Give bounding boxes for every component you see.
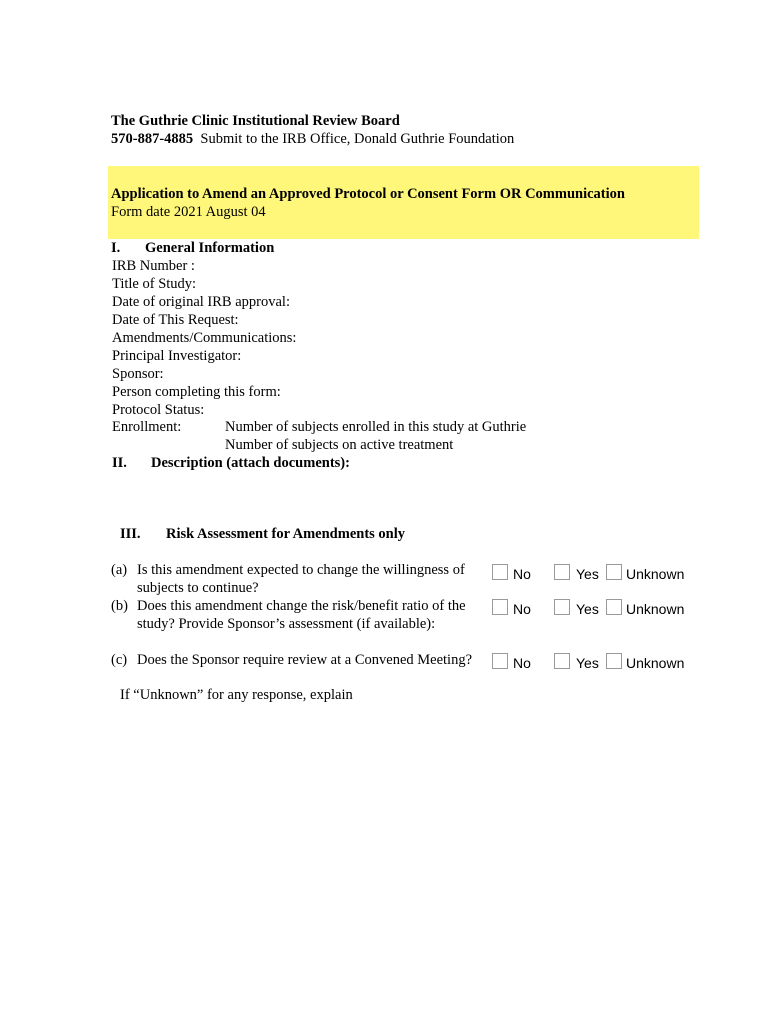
field-person-completing: Person completing this form: (112, 384, 281, 400)
question-c-no-checkbox[interactable] (492, 653, 508, 669)
org-title: The Guthrie Clinic Institutional Review Board (111, 113, 400, 129)
question-c-yes-label: Yes (576, 655, 599, 671)
form-date: Form date 2021 August 04 (111, 204, 266, 220)
section-2-number: II. (112, 455, 127, 471)
section-3-title: Risk Assessment for Amendments only (166, 526, 406, 542)
question-c-unknown-checkbox[interactable] (606, 653, 622, 669)
question-b-letter: (b) (111, 598, 128, 614)
question-b-text-cont: study? Provide Sponsor’s assessment (if available): (137, 616, 436, 632)
question-b-yes-checkbox[interactable] (554, 599, 570, 615)
question-c-no-label: No (513, 655, 531, 671)
question-c-yes-checkbox[interactable] (554, 653, 570, 669)
question-a-unknown-label: Unknown (626, 566, 685, 582)
question-b-unknown-label: Unknown (626, 601, 685, 617)
field-principal-investigator: Principal Investigator: (112, 348, 242, 364)
submit-instructions: Submit to the IRB Office, Donald Guthrie Foundation (200, 131, 515, 147)
contact-line (111, 130, 514, 148)
phone-number: 570-887-4885 (111, 131, 194, 147)
question-a-text-cont: subjects to continue? (137, 580, 259, 596)
question-b-yes-label: Yes (576, 601, 599, 617)
field-title-of-study: Title of Study: (112, 276, 197, 292)
question-a-yes-label: Yes (576, 566, 599, 582)
question-c-unknown-label: Unknown (626, 655, 685, 671)
question-b-text: Does this amendment change the risk/benefit ratio of the (137, 598, 466, 614)
section-2-title: Description (attach documents): (151, 455, 350, 471)
question-b-no-checkbox[interactable] (492, 599, 508, 615)
field-request-date: Date of This Request: (112, 312, 239, 328)
question-a-unknown-checkbox[interactable] (606, 564, 622, 580)
question-a-no-checkbox[interactable] (492, 564, 508, 580)
question-a-text: Is this amendment expected to change the willingness of (137, 562, 465, 578)
field-enrollment: Enrollment: (112, 419, 182, 435)
question-c-letter: (c) (111, 652, 128, 668)
field-amendments: Amendments/Communications: (112, 330, 297, 346)
section-1-number: I. (111, 240, 121, 256)
enrollment-enrolled: Number of subjects enrolled in this study at Guthrie (225, 419, 527, 435)
section-3-number: III. (120, 526, 141, 542)
field-original-approval-date: Date of original IRB approval: (112, 294, 290, 310)
question-a-yes-checkbox[interactable] (554, 564, 570, 580)
question-b-no-label: No (513, 601, 531, 617)
question-b-unknown-checkbox[interactable] (606, 599, 622, 615)
form-title: Application to Amend an Approved Protocol or Consent Form OR Communication (111, 186, 625, 202)
question-a-no-label: No (513, 566, 531, 582)
question-a-letter: (a) (111, 562, 128, 578)
section-1-title: General Information (145, 240, 275, 256)
enrollment-active: Number of subjects on active treatment (225, 437, 454, 453)
field-protocol-status: Protocol Status: (112, 402, 205, 418)
question-c-text: Does the Sponsor require review at a Convened Meeting? (137, 652, 473, 668)
explain-instruction: If “Unknown” for any response, explain (120, 687, 353, 703)
field-irb-number: IRB Number : (112, 258, 195, 274)
field-sponsor: Sponsor: (112, 366, 164, 382)
